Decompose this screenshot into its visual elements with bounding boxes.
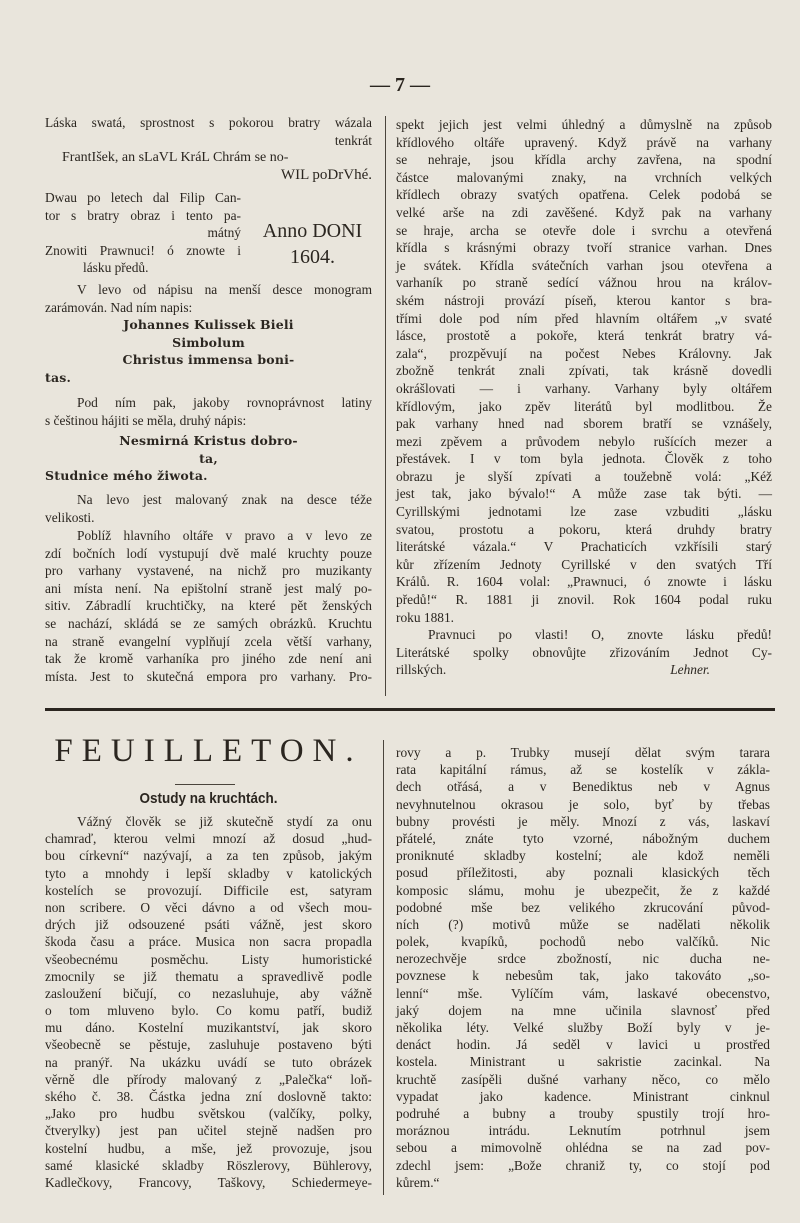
text-line: dech otřásá, a v Benediktus neb v Agnus [396, 779, 770, 795]
text-line: několika léty. Velké služby Boží byly v je- [396, 1020, 770, 1035]
text-line: pro varhany vystavené, na nichž pro muzikanty [45, 563, 372, 579]
text-line: non scribere. O věci dávno a od všech mou- [45, 899, 372, 915]
text-line: tak že kromě varhaníka pro jiného zde není ani [45, 651, 372, 667]
text-line: tas. [45, 369, 72, 385]
section-rule [45, 708, 775, 711]
year: 1604. [290, 246, 335, 268]
text-line: zmocnily se již thematu a spravedlivě podle [45, 968, 372, 984]
text-line: kostelní hudbu, a mše, jež provozuje, jsou [45, 1140, 372, 1156]
text-line: lenní“ mše. Vylíčím vám, laskavé obecenstvo, [396, 985, 770, 1001]
paragraph [45, 491, 372, 526]
text-line: Literátské spolky obnovůjte zřizováním Jednot Cy- [396, 644, 772, 660]
text-line: Pod ním pak, jakoby rovnoprávnost latiny [77, 395, 372, 410]
inscription-czech [45, 432, 372, 485]
text-line: zarámován. Nad ním napis: [45, 299, 193, 315]
author-signature: Lehner. [670, 662, 710, 677]
text-line: drých již odsouzené psáti vážně, jest skoro [45, 917, 372, 933]
text-line: Simbolum [172, 334, 245, 350]
text-line: škoda času a práce. Musica non sacra propadla [45, 934, 372, 950]
text-line: podruhé a bubny a trouby spustily trojí hro- [396, 1105, 770, 1121]
text-line: se hraje, archa se otevře dole i svrchu a otevřená [396, 222, 772, 238]
text-line: Cyrillskými jednotami lze zase vzbuditi „lásku [396, 504, 772, 520]
text-line: denáct hodin. Já seděl v lavici u prostřed [396, 1037, 770, 1053]
text-line: Christus immensa boni- [122, 352, 295, 368]
page-number: — 7 — [370, 74, 430, 96]
text-line: s češtinou hájiti se měla, druhý nápis: [45, 412, 247, 428]
text-line: polek, kvapíků, pochodů nebo valčíků. Nic [396, 934, 770, 950]
text-line: Vážný člověk se již skutečně stydí za onu [77, 814, 372, 829]
text-line: věrně dle přírody malovaný z „Palečka“ loň- [45, 1071, 372, 1087]
text-line: ského č. 38. Částka jedna zní doslovně takto: [45, 1089, 372, 1104]
text-line: o tom mluveno bylo. Co komu patří, budiž [45, 1003, 372, 1019]
text-line: jest tak, jako bývalo!“ A může zase tak býti. — [396, 486, 772, 502]
text-line: literátské vázala.“ V Prachaticích vzkřísili starý [396, 539, 772, 555]
text-line: přátelé, znáte tyto vzorné, nábožným duchem [396, 830, 770, 846]
text-line: sebou a mimovolně ohlédna se na zad pov- [396, 1140, 770, 1156]
text-line: Nesmirná Kristus dobro- [119, 433, 298, 448]
text-line: křídlovým, jako zpěv literátů byl modlitbou. Že [396, 398, 772, 414]
text-line: ních (?) motivů může se nadělati několik [396, 916, 770, 932]
text-line: obrazu je slyší zpívati a toužebně volá: „Kéž [396, 468, 772, 484]
text-line: kruchtě zasípěli dušné varhany něco, co mělo [396, 1071, 770, 1087]
text-line: kůrem.“ [396, 1174, 440, 1190]
epitaph-line: WIL poDrVhé. [280, 166, 372, 183]
text-line: spekt jejich jest velmi úhledný a důmyslně na způsob [396, 117, 772, 132]
text-line: sitiv. Zábradlí kruchtičky, na které pět ženských [45, 598, 372, 614]
text-line: křídlového oltáře upravený. Když právě na varhany [396, 134, 772, 150]
text-line: podobné mše bez velikého zkrucování původ- [396, 899, 770, 915]
text-line: čtverylky) jest pan učitel stejně nadšen pro [45, 1123, 372, 1139]
text-line: povznese k nebesům tak, jako takováto „so- [396, 968, 770, 984]
text-line: bubny provésti je měly. Mnozí z vás, laskaví [396, 813, 770, 829]
feuilleton-left-column [45, 813, 372, 1191]
text-line: Na levo jest malovaný znak na desce téže [77, 492, 372, 507]
verse [45, 189, 241, 277]
paragraph [45, 527, 372, 685]
text-line: svatou, prostotu a pokoru, která druhdy bratry [396, 521, 772, 537]
text-line: Kadlečkovy, Francovy, Taškovy, Schiedermeye- [45, 1174, 372, 1190]
text-line: Králů. R. 1604 volal: „Prawnuci, ó znowte i lásku [396, 574, 772, 590]
text-line: mu dáno. Kostelní muzikantství, jak skoro [45, 1020, 372, 1036]
anno-domini: Anno DONI [262, 220, 363, 242]
article-title: Ostudy na kruchtách. [139, 790, 278, 807]
text-line: vypadat jako kadence. Ministrant cinknul [396, 1088, 770, 1104]
text-line: zasloužení bičují, co nezasluhuje, aby vážně [45, 985, 372, 1001]
column-divider [383, 740, 384, 1195]
text-line: na straně evangelní vyplňují zcela větší varhany, [45, 633, 372, 649]
feuilleton-title: FEUILLETON. [54, 733, 363, 769]
paragraph [45, 281, 372, 316]
text-line: přestávek. I v tom byla jednota. Člověk z toho [396, 451, 772, 467]
text-line: roku 1881. [396, 609, 455, 625]
epitaph-line: tenkrát [334, 132, 372, 148]
text-line: částce malovanými znaky, na vrchních velkých [396, 169, 772, 185]
verse-line: mátný [207, 225, 241, 241]
text-line: Pravnuci po vlasti! O, znovte lásku předů! [428, 627, 772, 642]
text-line: nerozechvěje srdce zbožností, nic ducha ne- [396, 951, 770, 967]
text-line: nevyhnutelnou okrasou je solo, byť by třebas [396, 796, 770, 812]
text-line: kůr zřízením Jednoty Cyrillské v den svatých Tří [396, 556, 772, 572]
text-line: rillských. [396, 662, 447, 678]
text-line: komposic slámu, mohu je ubezpečit, že z každé [396, 882, 770, 898]
text-line: křídlech obrazy svatých opatřena. Celek podobá se [396, 187, 772, 203]
text-line: rovy a p. Trubky musejí dělat svým tarara [396, 745, 770, 760]
text-line: zbožně tenkrát znali zpívati, tak krásně dovedli [396, 363, 772, 379]
text-line: V levo od nápisu na menší desce monogram [77, 282, 372, 297]
text-line: velikosti. [45, 509, 95, 525]
text-line: pak varhany hned nad sborem bratří se vznášely, [396, 416, 772, 432]
verse-line: Znowiti Prawnuci! ó znowte i [45, 242, 241, 258]
feuilleton-right-column [396, 744, 770, 1191]
column-divider [385, 116, 386, 696]
text-line: ani místa není. Na epištolní straně jest malý po- [45, 580, 372, 596]
text-line: mezi zpěvem a průvodem nebylo rušících mezer a [396, 433, 772, 449]
text-line: ském nástroji provází píseň, kterou kantor s bra- [396, 292, 772, 308]
text-line: Poblíž hlavního oltáře v pravo a v levo ze [77, 528, 372, 543]
text-line: varhaník po straně sedící vážnou hrou na králov- [396, 275, 772, 291]
text-line: ta, [199, 450, 218, 466]
text-line: proniknuté skladby kostelní; ale kdož neměli [396, 848, 770, 864]
text-line: kostela. Ministrant u sakristie zacinkal. Na [396, 1054, 770, 1070]
text-line: tyto a mnohdy i lepší skladby v katolických [45, 865, 372, 881]
epitaph [45, 114, 372, 184]
text-line: se nachází, skládá se ze samých obrázků. Kruchtu [45, 615, 372, 631]
text-line: chamraď, kterou velmi mnozí až dosud „hud- [45, 831, 372, 847]
text-line: na pranýř. Na ukázku uvádí se tuto obrázek [45, 1054, 372, 1070]
text-line: bou církevní“ nazývají, a za ten způsob, jakým [45, 848, 372, 864]
text-line: samé klasické skladby Röszlerovy, Bühlerovy, [45, 1157, 372, 1173]
inscription-latin [45, 316, 372, 386]
text-line: jaký dojem na mne učinila slavnosť před [396, 1002, 770, 1018]
text-line: okrášlovati — i varhany. Varhany byly oltářem [396, 380, 772, 396]
paragraph [396, 116, 772, 626]
title-rule [175, 784, 235, 785]
text-line: rata kapitální rámus, až se kostelík v zákla- [396, 762, 770, 778]
text-line: místa. Jest to skutečná empora pro varhany. Pro- [45, 668, 372, 684]
epitaph-line: FrantIšek, an sLaVL KráL Chrám se no- [62, 150, 289, 166]
paragraph [396, 626, 772, 679]
text-line: je svátek. Křídla svátečních varhan jsou otevřena a [396, 257, 772, 273]
paragraph [45, 394, 372, 429]
text-line: kostelích se provozují. Difficile est, satyram [45, 882, 372, 898]
epitaph-line: Láska swatá, sprostnost s pokorou bratry wázala [45, 115, 372, 130]
text-line: lásce, prostotě a pokoře, která tenkrát bratry vá- [396, 328, 772, 344]
text-line: moráznou intrádu. Leknutím potrhnul jsem [396, 1123, 770, 1139]
text-line: zala“, prozpěvují na počest Nebes Královny. Jak [396, 345, 772, 361]
text-line: „Jako pro hudbu světskou (valčíky, polky, [45, 1106, 372, 1122]
text-line: předů!“ R. 1881 ji znovil. Rok 1604 podal ruku [396, 592, 772, 608]
text-line: všeobecnému posměchu. Listy humoristické [45, 951, 372, 967]
text-line: posud příležitosti, aby poznali klasických těch [396, 865, 770, 881]
verse-line: Dwau po letech dal Filip Can- [45, 190, 241, 205]
text-line: zdí bočních lodí vystupují dvě malé kruchty pouze [45, 545, 372, 561]
text-line: se nehraje, jsou křídla archy zavřena, na spodní [396, 152, 772, 168]
verse-line: lásku předů. [83, 260, 149, 276]
text-line: velké arše na zdi zavěšené. Když pak na varhany [396, 204, 772, 220]
text-line: Johannes Kulissek Bieli [123, 317, 294, 332]
text-line: třími dole pod ním před hlavním oltářem „v svaté [396, 310, 772, 326]
text-line: zdechl jsem: „Bože chraniž ty, co stojí pod [396, 1157, 770, 1173]
text-line: křídla s krásnými obrazy tvoří stranice varhan. Dnes [396, 240, 772, 256]
verse-line: tor s bratry obraz i tento pa- [45, 207, 241, 223]
text-line: Studnice mého žiwota. [45, 468, 208, 484]
text-line: všeobecně se pěstuje, zasluhuje postaveno býti [45, 1037, 372, 1053]
